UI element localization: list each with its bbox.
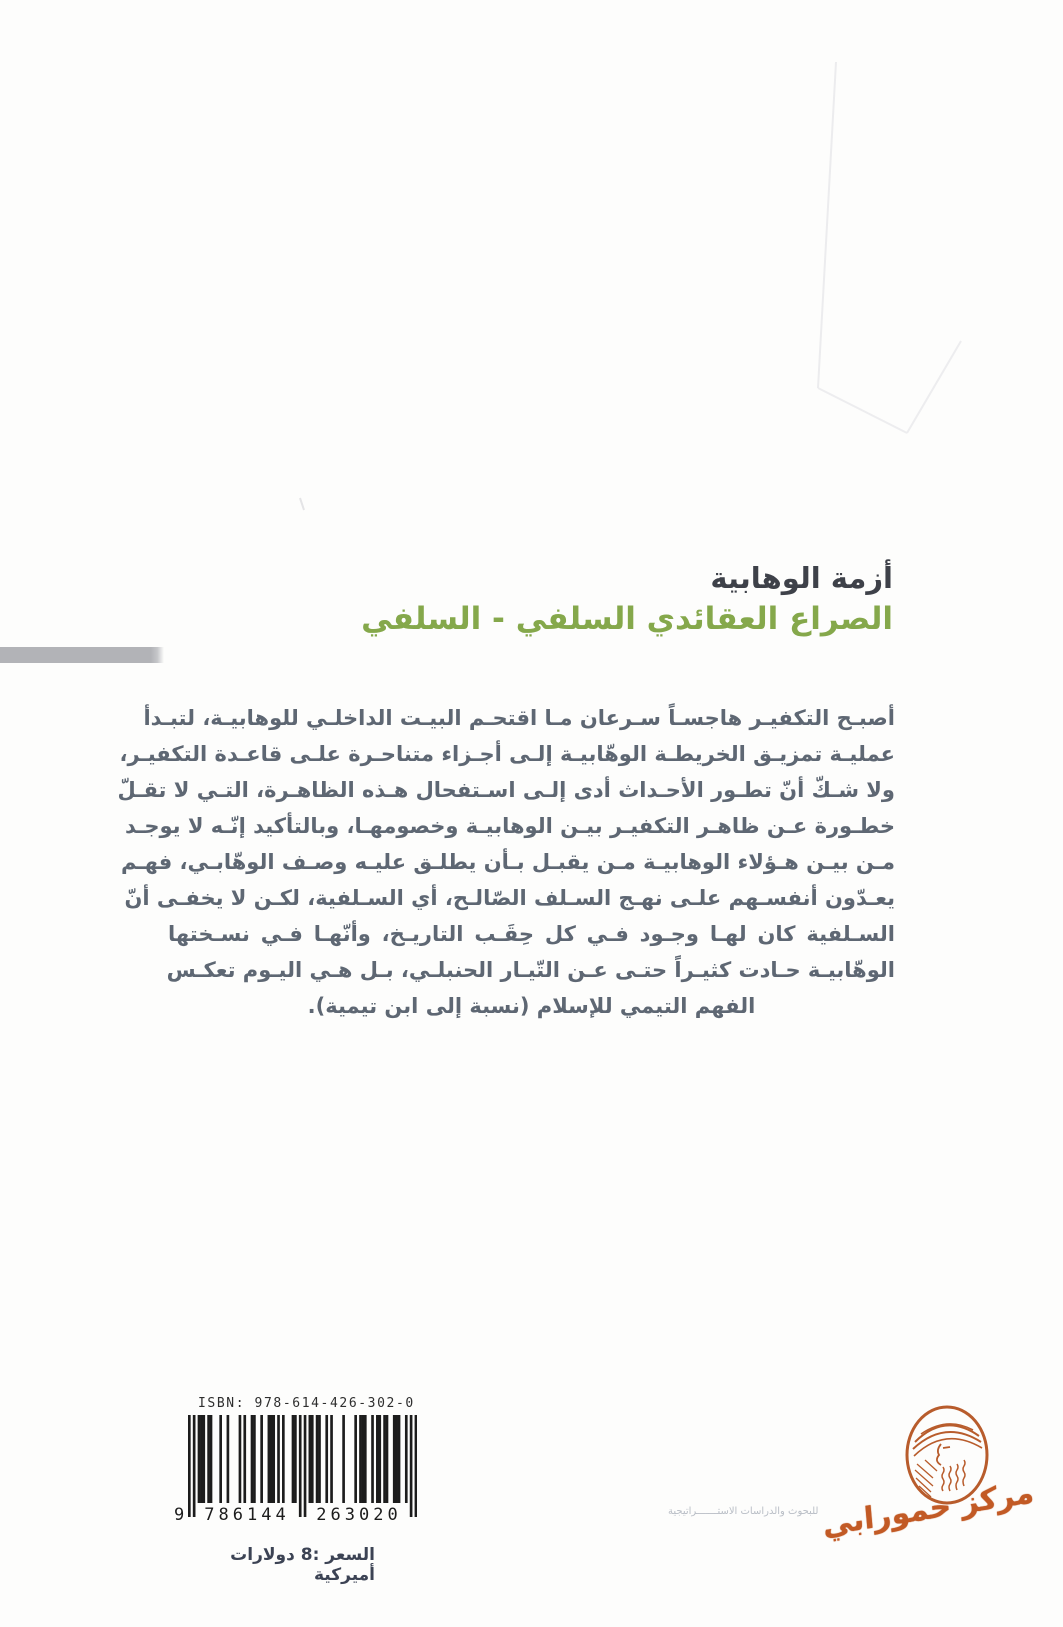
publisher-name-calligraphy: مركز حمورابي bbox=[821, 1475, 1036, 1544]
blurb-line: يعـدّون أنفسـهم علـى نهـج السـلف الصّالـح، أي السـلفية، لكـن لا يخفـى أنّ bbox=[124, 886, 895, 910]
blurb-line: عمليـة تمزيـق الخريطـة الوهّابيـة إلـى أجـزاء متناحـرة علـى قاعـدة التكفيـر، bbox=[119, 742, 895, 766]
barcode bbox=[174, 1415, 417, 1531]
isbn-block bbox=[174, 1396, 428, 1531]
blurb-line: الفهم التيمي للإسلام (نسبة إلى ابن تيمية). bbox=[307, 994, 756, 1018]
blurb-line: ولا شـكّ أنّ تطـور الأحـداث أدى إلـى اسـتفحال هـذه الظاهـرة، التـي لا تقـلّ bbox=[117, 778, 895, 802]
blurb-paragraph bbox=[117, 700, 895, 1024]
blurb-line: السـلفية كان لهـا وجـود فـي كل حِقَـب التاريـخ، وأنّهـا فـي نسـختها bbox=[168, 922, 895, 946]
blurb-line: خطـورة عـن ظاهـر التكفيـر بيـن الوهابيـة وخصومهـا، وبالتأكيد إنّـه لا يوجـد bbox=[125, 814, 895, 838]
barcode-digit-group: 263020 bbox=[312, 1505, 406, 1525]
barcode-digit-group: 9 bbox=[174, 1505, 185, 1525]
blurb-line: مـن بيـن هـؤلاء الوهابيـة مـن يقبـل بـأن يطلـق عليـه وصـف الوهّابـي، فهـم bbox=[120, 850, 895, 874]
title-block bbox=[361, 560, 893, 640]
barcode-digit-group: 786144 bbox=[200, 1505, 294, 1525]
isbn-label: ISBN: 978-614-426-302-0 bbox=[198, 1396, 415, 1411]
accent-stripe bbox=[0, 647, 164, 663]
book-title: أزمة الوهابية bbox=[710, 561, 893, 595]
book-subtitle: الصراع العقائدي السلفي - السلفي bbox=[361, 601, 893, 638]
blurb-line: الوهّابيـة حـادت كثيـراً حتـى عـن التّيـار الحنبلـي، بـل هـي اليـوم تعكـس bbox=[166, 958, 895, 982]
publisher-tagline: للبحوث والدراسات الاستـــــــراتيجية bbox=[668, 1506, 819, 1517]
price-label: السعر :8 دولارات أميركية bbox=[230, 1545, 375, 1585]
barcode-digits bbox=[174, 1503, 417, 1529]
blurb-line: أصبـح التكفيـر هاجسـاً سـرعان مـا اقتحـم البيـت الداخلـي للوهابيـة، لتبـدأ bbox=[143, 706, 895, 730]
publisher-block bbox=[623, 1390, 1063, 1590]
